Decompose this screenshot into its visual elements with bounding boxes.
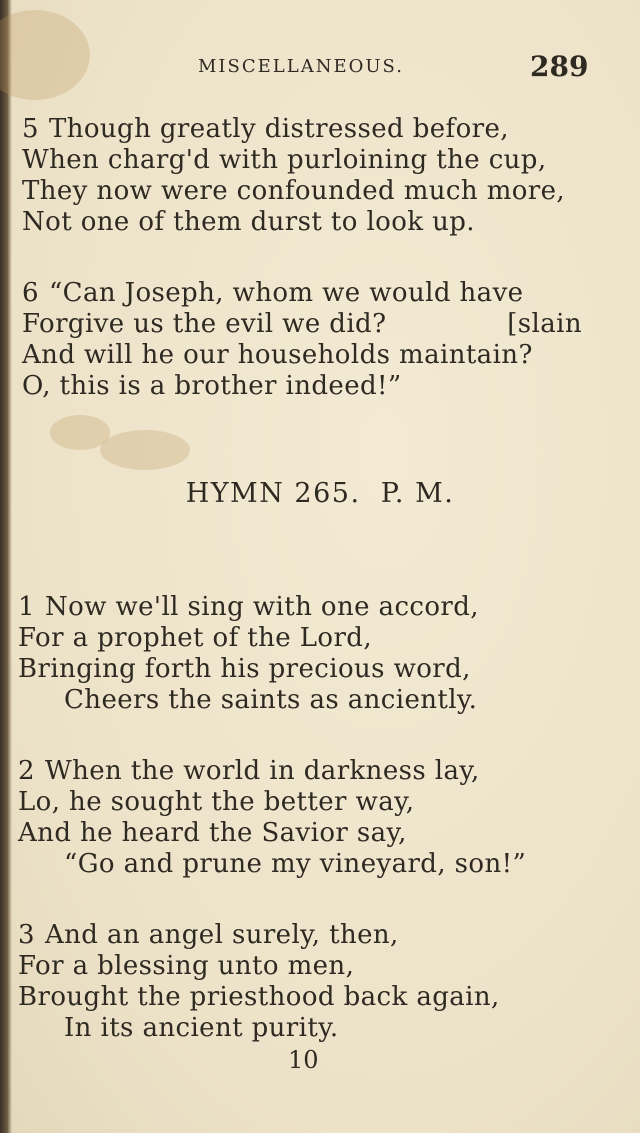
running-head: MISCELLANEOUS.: [198, 56, 404, 77]
verse-line: Forgive us the evil we did? [slain: [22, 309, 582, 339]
verse-line: 2 When the world in darkness lay,: [18, 756, 480, 786]
verse-line: Cheers the saints as anciently.: [64, 685, 478, 715]
stanza-number: 6: [22, 278, 39, 308]
verse-line: “Go and prune my vineyard, son!”: [64, 849, 527, 879]
verse-line: They now were confounded much more,: [22, 176, 566, 206]
verse-line: 1 Now we'll sing with one accord,: [18, 592, 479, 622]
page-header: [0, 50, 640, 86]
hymn-title: [0, 478, 640, 509]
signature-mark: 10: [288, 1046, 319, 1074]
stanza-number: 2: [18, 756, 35, 786]
stanza-number: 3: [18, 920, 35, 950]
verse-line: O, this is a brother indeed!”: [22, 371, 402, 401]
verse-line: And he heard the Savior say,: [18, 818, 407, 848]
verse-line: 5 Though greatly distressed before,: [22, 114, 509, 144]
book-spine-edge: [0, 0, 12, 1133]
verse-line: For a prophet of the Lord,: [18, 623, 372, 653]
verse-line: When charg'd with purloining the cup,: [22, 145, 547, 175]
verse-line: 6 “Can Joseph, whom we would have: [22, 278, 524, 308]
verse-line: In its ancient purity.: [64, 1013, 339, 1043]
page-number: 289: [530, 50, 589, 83]
hymn-number: HYMN 265.: [185, 478, 361, 509]
verse-line: And will he our households maintain?: [22, 340, 533, 370]
verse-line: Brought the priesthood back again,: [18, 982, 500, 1012]
hymn-meter: P. M.: [380, 478, 455, 509]
verse-line: Lo, he sought the better way,: [18, 787, 415, 817]
verse-line: 3 And an angel surely, then,: [18, 920, 399, 950]
paper-stain: [100, 430, 190, 470]
verse-line: Bringing forth his precious word,: [18, 654, 471, 684]
stanza-number: 5: [22, 114, 39, 144]
bracketed-carryover: [slain: [507, 309, 582, 339]
verse-line: Not one of them durst to look up.: [22, 207, 475, 237]
verse-line: For a blessing unto men,: [18, 951, 355, 981]
stanza-number: 1: [18, 592, 35, 622]
